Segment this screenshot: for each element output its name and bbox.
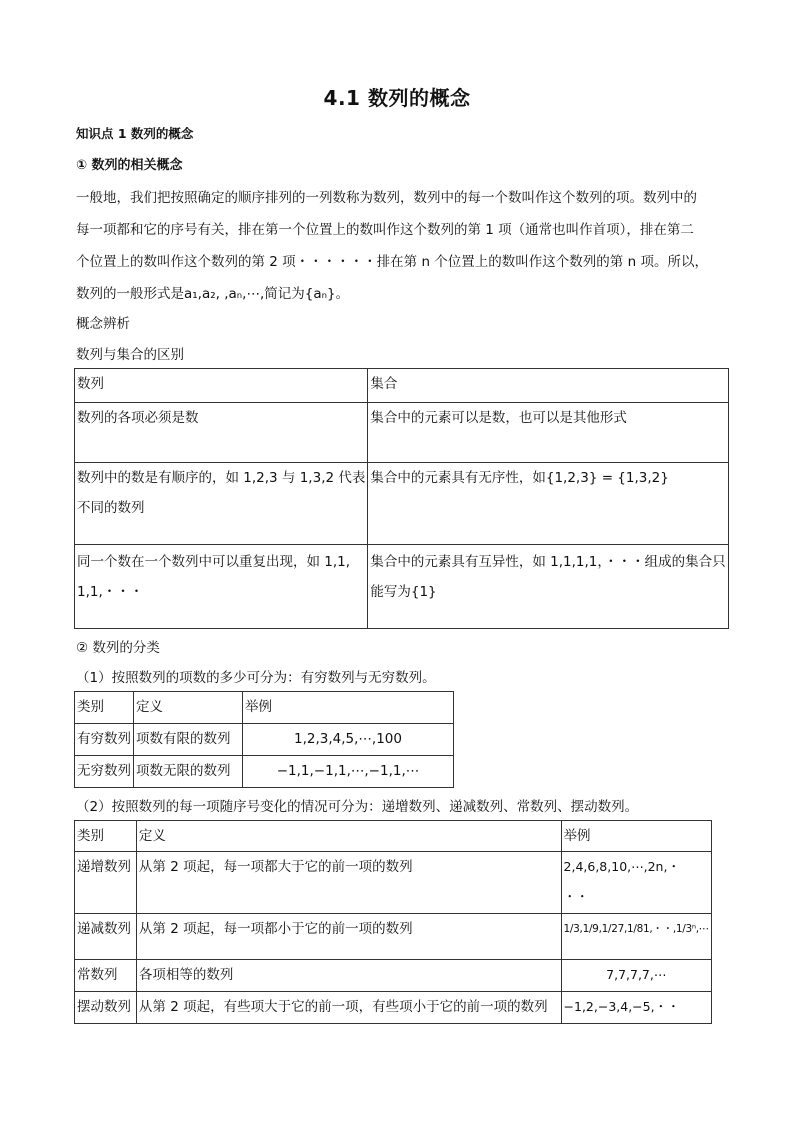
table-cell: 从第 2 项起，有些项大于它的前一项，有些项小于它的前一项的数列 [136,992,561,1024]
table-cell: 数列的各项必须是数 [75,403,368,463]
table-cell: 有穷数列 [75,724,134,756]
paragraph-line: 个位置上的数叫作这个数列的第 2 项・・・・・・排在第 n 个位置上的数叫作这个数列的第 n 项。所以， [76,254,708,270]
table-header-cell: 定义 [134,692,243,724]
table-cell: 7,7,7,7,⋯ [561,960,711,992]
sequence-set-comparison-table [74,368,729,629]
table-cell: 项数有限的数列 [134,724,243,756]
table-header-cell: 定义 [136,821,561,852]
table-row [75,756,454,788]
table-header-cell: 举例 [561,821,711,852]
table-row [75,545,729,629]
table-cell: 1/3,1/9,1/27,1/81,・・,1/3ⁿ,⋯ [561,914,711,960]
table-header-cell: 集合 [368,369,728,403]
table-header-cell: 数列 [75,369,368,403]
table-cell: 从第 2 项起，每一项都小于它的前一项的数列 [136,914,561,960]
table-cell: 各项相等的数列 [136,960,561,992]
table-row [75,914,712,960]
table-cell: 集合中的元素可以是数，也可以是其他形式 [368,403,728,463]
table-cell: −1,1,−1,1,⋯,−1,1,⋯ [243,756,454,788]
paragraph-line: 一般地，我们把按照确定的顺序排列的一列数称为数列，数列中的每一个数叫作这个数列的项。数列中的 [76,190,697,206]
table-header-row [75,369,729,403]
paragraph-line: 数列的一般形式是a₁,a₂, ,aₙ,⋯,简记为{aₙ}。 [76,286,350,302]
monotonic-classification-table [74,820,712,1024]
table-row [75,992,712,1024]
table-cell: 项数无限的数列 [134,756,243,788]
table-row [75,463,729,545]
table-row [75,403,729,463]
table-cell: 集合中的元素具有互异性，如 1,1,1,1，・・・组成的集合只 能写为{1} [368,545,728,629]
section-heading-classification: ② 数列的分类 [76,640,160,656]
table-cell: 常数列 [75,960,137,992]
table-cell: 递减数列 [75,914,137,960]
table-header-row [75,692,454,724]
table-cell: 同一个数在一个数列中可以重复出现，如 1,1, 1,1,・・・ [75,545,368,629]
table-cell: 2,4,6,8,10,⋯,2n,・ ・・ [561,852,711,914]
table-cell: 摆动数列 [75,992,137,1024]
definition-paragraph [76,182,728,310]
table-header-cell: 举例 [243,692,454,724]
table-cell: 1,2,3,4,5,⋯,100 [243,724,454,756]
classification-intro-1: （1）按照数列的项数的多少可分为：有穷数列与无穷数列。 [76,670,436,686]
table-header-cell: 类别 [75,692,134,724]
table-header-cell: 类别 [75,821,137,852]
table-cell: −1,2,−3,4,−5,・・ [561,992,711,1024]
table-cell: 递增数列 [75,852,137,914]
table-row [75,852,712,914]
table-row [75,960,712,992]
table-row [75,724,454,756]
section-heading-concepts: ① 数列的相关概念 [76,158,183,173]
table-header-row [75,821,712,852]
page-title: 4.1 数列的概念 [323,86,471,110]
table-cell: 数列中的数是有顺序的，如 1,2,3 与 1,3,2 代表 不同的数列 [75,463,368,545]
knowledge-point-heading: 知识点 1 数列的概念 [76,126,194,141]
classification-intro-2: （2）按照数列的每一项随序号变化的情况可分为：递增数列、递减数列、常数列、摆动数列。 [76,799,639,815]
paragraph-line: 每一项都和它的序号有关，排在第一个位置上的数叫作这个数列的第 1 项（通常也叫作首项），排在第二 [76,222,694,238]
table-cell: 集合中的元素具有无序性，如{1,2,3} = {1,3,2} [368,463,728,545]
compare-label: 数列与集合的区别 [76,347,184,363]
table-cell: 无穷数列 [75,756,134,788]
finite-infinite-table [74,691,454,788]
concept-analysis-label: 概念辨析 [76,316,130,332]
table-cell: 从第 2 项起，每一项都大于它的前一项的数列 [136,852,561,914]
